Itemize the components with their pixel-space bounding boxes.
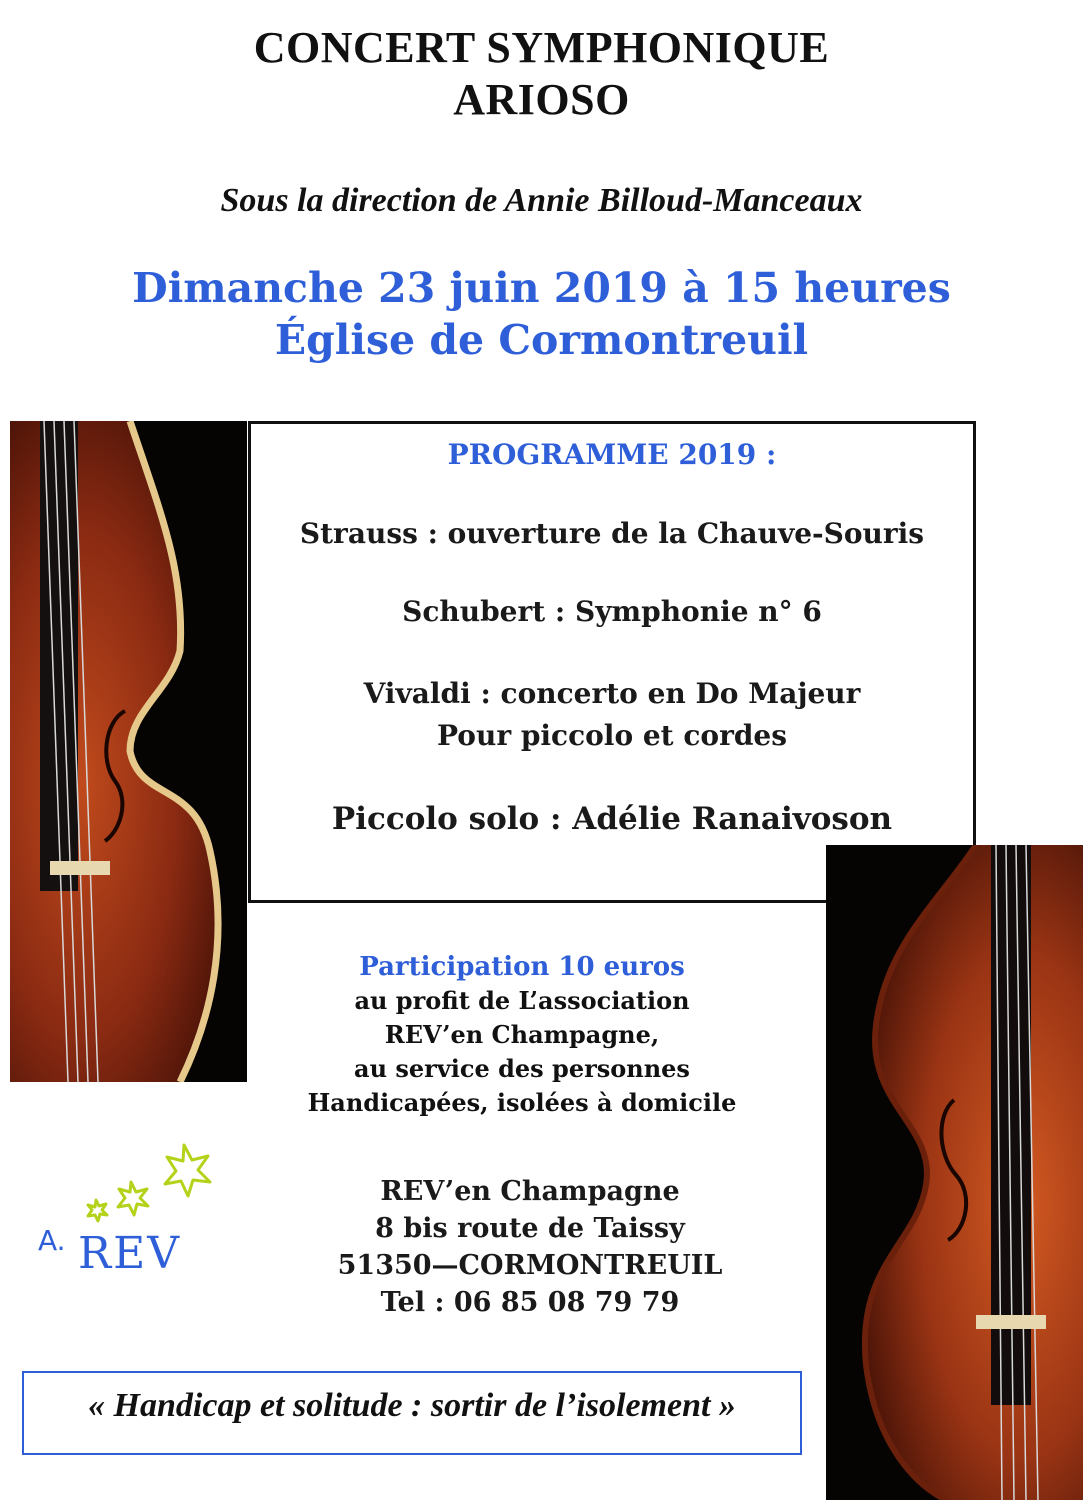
event-venue: Église de Cormontreuil: [274, 316, 809, 364]
address-line-1: REV’en Champagne: [380, 1176, 680, 1207]
participation-line-4: Handicapées, isolées à domicile: [307, 1088, 737, 1117]
participation-block: [282, 950, 762, 1120]
participation-line-2: REV’en Champagne,: [384, 1020, 660, 1049]
programme-item-schubert: Schubert : Symphonie n° 6: [402, 595, 822, 628]
slogan-box: [22, 1371, 802, 1455]
address-line-2: 8 bis route de Taissy: [375, 1213, 685, 1244]
title-line-1: CONCERT SYMPHONIQUE: [253, 23, 830, 72]
conductor-line: Sous la direction de Annie Billoud-Manceaux: [220, 182, 863, 219]
logo-prefix: A.: [38, 1224, 66, 1257]
logo-name: REV: [78, 1228, 182, 1279]
arev-logo: [36, 1140, 236, 1290]
programme-item-vivaldi: Vivaldi : concerto en Do Majeur: [363, 677, 861, 710]
contact-address: [300, 1173, 760, 1321]
participation-line-1: au profit de L’association: [354, 986, 690, 1015]
event-info: [0, 262, 1083, 366]
programme-item-strauss: Strauss : ouverture de la Chauve-Souris: [299, 517, 925, 550]
participation-price: Participation 10 euros: [359, 952, 685, 982]
address-phone: Tel : 06 85 08 79 79: [380, 1287, 680, 1318]
programme-box: [248, 421, 976, 903]
slogan-text: « Handicap et solitude : sortir de l’isolement »: [88, 1387, 736, 1424]
concert-title: [0, 22, 1083, 126]
violin-photo-right: [826, 845, 1083, 1500]
address-line-3: 51350—CORMONTREUIL: [337, 1250, 723, 1281]
programme-title: PROGRAMME 2019 :: [447, 438, 777, 471]
programme-item-soloist: Piccolo solo : Adélie Ranaivoson: [331, 801, 893, 837]
participation-line-3: au service des personnes: [354, 1054, 690, 1083]
violin-photo-left: [10, 421, 247, 1082]
title-line-2: ARIOSO: [453, 75, 630, 124]
programme-item-vivaldi-detail: Pour piccolo et cordes: [436, 719, 787, 752]
event-date: Dimanche 23 juin 2019 à 15 heures: [132, 264, 951, 312]
